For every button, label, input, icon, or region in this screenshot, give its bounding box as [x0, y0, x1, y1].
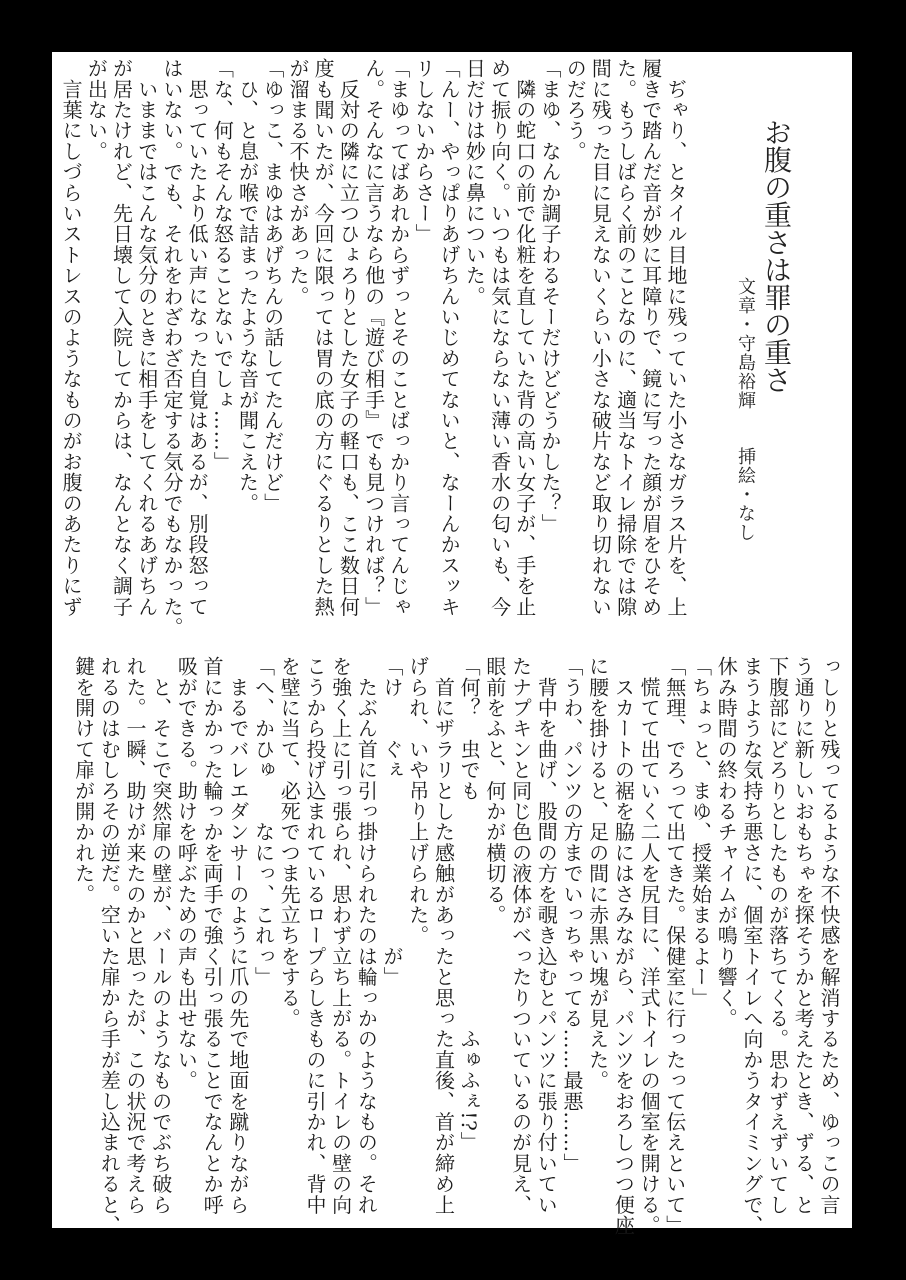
text-column: と、そこで突然扉の壁が、バールのようなものでぶち破ら	[148, 656, 173, 1215]
text-column: 休み時間の終わるチャイムが鳴り響く。	[714, 656, 739, 1029]
text-block-top	[48, 58, 688, 638]
text-column: ひ、と息が喉で詰まったような音が聞こえた。	[235, 58, 260, 514]
text-column: 「まゆってばあれからずっとそのことばっかり言ってんじゃ	[386, 58, 411, 617]
text-column: を壁に当て、必死でつま先立ちをする。	[277, 656, 302, 1029]
text-column: げられ、いや吊り上げられた。	[405, 656, 430, 946]
text-column: 「へ、かひゅ なにっ、これっ」	[251, 656, 276, 988]
text-column: まうような気持ち悪さに、個室トイレへ向かうタイミングで、	[739, 656, 764, 1236]
text-column: ん。そんなに言うなら他の『遊び相手』でも見つければ？」	[361, 58, 386, 617]
story-title: お腹の重さは罪の重さ	[760, 118, 793, 393]
text-column: 履きで踏んだ音が妙に耳障りで、鏡に写った顔が眉をひそめ	[638, 58, 663, 617]
text-column: いままではこんな気分のときに相手をしてくれるあげちん	[134, 58, 159, 617]
text-column: に腰を掛けると、足の間に赤黒い塊が見えた。	[585, 656, 610, 1091]
text-column: 鍵を開けて扉が開かれた。	[71, 656, 96, 905]
text-column: 「ちょっと、まゆ、授業始まるよー」	[688, 656, 713, 1008]
text-column: 反対の隣に立つひょろりとした女子の軽口も、ここ数日何	[336, 58, 361, 617]
text-column: リしないからさー」	[411, 58, 436, 245]
text-column: 吸ができる。助けを呼ぶための声も出せない。	[174, 656, 199, 1091]
text-column: 間に残った目に見えないくらい小さな破片など取り切れない	[588, 58, 613, 617]
text-column: れるのはむしろその逆だ。空いた扉から手が差し込まれると、	[97, 656, 122, 1236]
text-column: 「何？ 虫でも ふゅふぇ!?」	[457, 656, 482, 1153]
text-column: が居たけれど、先日壊して入院してからは、なんとなく調子	[109, 58, 134, 617]
text-column: 「け ぐぇ が」	[380, 656, 405, 988]
page	[52, 52, 852, 1236]
text-column: う通りに新しいおもちゃを探そうかと考えたとき、ずる、と	[791, 656, 816, 1215]
author-credit: 文章・守島裕輝	[735, 277, 756, 410]
text-column: れた。一瞬、助けが来たのかと思ったが、この状況で考えら	[123, 656, 148, 1215]
text-column: 「な、何もそんな怒ることないでしょ……」	[210, 58, 235, 472]
text-column: たぶん首に引っ掛けられたのは輪っかのようなもの。それ	[354, 656, 379, 1215]
text-column: 日だけは妙に鼻についた。	[462, 58, 487, 307]
text-column: 眼前をふと、何かが横切る。	[482, 656, 507, 926]
text-column: 隣の蛇口の前で化粧を直していた背の高い女子が、手を止	[512, 58, 537, 617]
text-column: を強く上に引っ張られ、思わず立ち上がる。トイレの壁の向	[328, 656, 353, 1215]
text-column: ぢゃり、とタイル目地に残っていた小さなガラス片を、上	[664, 58, 688, 617]
text-block-bottom	[61, 656, 841, 1236]
text-column: 「無理、でろって出てきた。保健室に行ったって伝えといて」	[662, 656, 687, 1236]
text-column: 「まゆ、なんか調子わるそーだけどどうかした？」	[537, 58, 562, 535]
text-column: 言葉にしづらいストレスのようなものがお腹のあたりにず	[59, 58, 84, 617]
text-column: 「ゆっこ、まゆはあげちんの話してたんだけど」	[260, 58, 285, 514]
text-column: 背中を曲げ、股間の方を覗き込むとパンツに張り付いてい	[534, 656, 559, 1215]
text-column: 思っていたより低い声になった自覚はあるが、別段怒って	[185, 58, 210, 617]
text-column: のだろう。	[563, 58, 588, 162]
text-column: 度も聞いたが、今回に限っては胃の底の方にぐるりとした熱	[311, 58, 336, 617]
text-column: 首にザラリとした感触があったと思った直後、首が締め上	[431, 656, 456, 1215]
illustration-credit: 挿絵・なし	[735, 447, 756, 542]
text-column: スカートの裾を脇にはさみながら、パンツをおろしつつ便座	[611, 656, 636, 1236]
text-column: が出ない。	[84, 58, 109, 162]
text-column: こうから投げ込まれているロープらしきものに引かれ、背中	[302, 656, 327, 1215]
text-column: 「うわ、パンツの方までいっちゃってる……最悪……」	[559, 656, 584, 1174]
text-column: た。もうしばらく前のことなのに、適当なトイレ掃除では隙	[613, 58, 638, 617]
text-column: まるでバレエダンサーのように爪の先で地面を蹴りながら	[225, 656, 250, 1215]
text-column: 慌てて出ていく二人を尻目に、洋式トイレの個室を開ける。	[637, 656, 662, 1236]
text-column: はいない。でも、それをわざわざ否定する気分でもなかった。	[159, 58, 184, 638]
text-column: めて振り向く。いつもは気にならない薄い香水の匂いも、今	[487, 58, 512, 617]
text-column: っしりと残ってるような不快感を解消するため、ゆっこの言	[817, 656, 841, 1215]
text-column: 「んー、やっぱりあげちんいじめてないと、なーんかスッキ	[437, 58, 462, 617]
text-column: 下腹部にどろりとしたものが落ちてくる。思わずえずいてし	[765, 656, 790, 1215]
text-column: たナプキンと同じ色の液体がべったりついているのが見え、	[508, 656, 533, 1215]
text-column: 首にかかった輪っかを両手で強く引っ張ることでなんとか呼	[200, 656, 225, 1215]
text-column: が溜まる不快さがあった。	[285, 58, 310, 307]
